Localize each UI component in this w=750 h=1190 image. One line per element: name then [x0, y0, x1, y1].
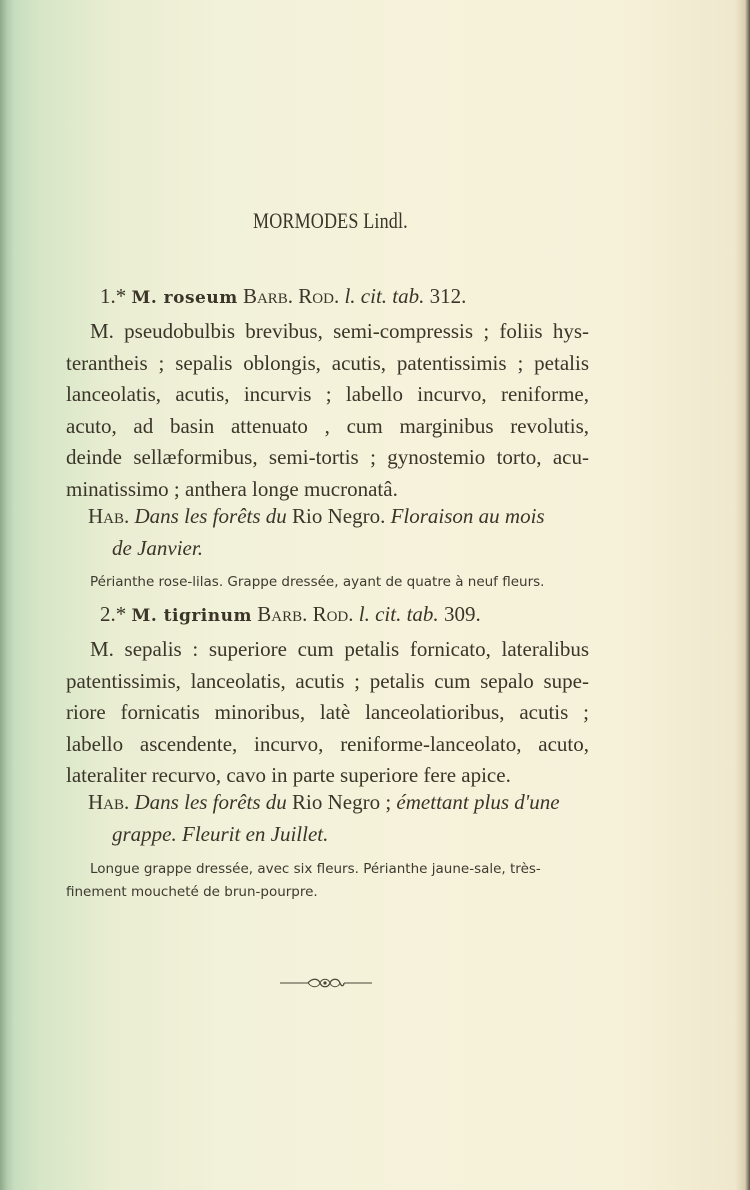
entry-2-note-line: Longue grappe dressée, avec six fleurs. Périanthe jaune-sale, très- [90, 861, 541, 877]
entry-1-description [66, 316, 589, 505]
entry-2-number: 2.* [100, 602, 127, 626]
entry-1-hab-label: Hab. [88, 504, 130, 528]
genus-heading [0, 208, 660, 234]
entry-2-name: M. tigrinum [131, 606, 252, 626]
entry-2-hab-label: Hab. [88, 790, 130, 814]
entry-1-habitat [88, 500, 588, 564]
entry-2-description-line: labello ascendente, incurvo, reniforme-lanceolato, acuto, [66, 731, 589, 756]
entry-1-author: Barb. Rod. [242, 284, 340, 308]
entry-1-header [100, 284, 466, 309]
entry-1-plate: 312. [429, 284, 467, 308]
genus-heading-text: MORMODES Lindl. [252, 208, 408, 233]
entry-2-description-line: riore fornicatis minoribus, latè lanceolatioribus, acutis ; [66, 700, 589, 724]
entry-2-hab-region: Rio Negro ; [292, 790, 392, 814]
entry-2-description-line: lateraliter recurvo, cavo in parte superiore fere apice. [66, 763, 511, 787]
entry-1-hab-flowering: Floraison au mois [390, 504, 545, 528]
entry-2-hab-flowering: émettant plus d'une [396, 790, 560, 814]
page-spine-shadow [0, 0, 14, 1190]
entry-2-habitat [88, 786, 588, 850]
entry-1-description-line: deinde sellæformibus, semi-tortis ; gynostemio torto, acu- [66, 445, 589, 469]
entry-2-note-line: finement moucheté de brun-pourpre. [66, 884, 318, 900]
entry-1-name: M. roseum [131, 288, 238, 308]
entry-2-plate: 309. [443, 602, 481, 626]
entry-2-header [100, 602, 481, 627]
entry-1-description-line: minatissimo ; anthera longe mucronatâ. [66, 476, 398, 501]
entry-1-description-line: M. pseudobulbis brevibus, semi-compressis ; foliis hys- [90, 319, 589, 343]
entry-2-note [66, 858, 590, 904]
entry-1-description-line: terantheis ; sepalis oblongis, acutis, patentissimis ; petalis [66, 350, 589, 375]
entry-2-description-line: patentissimis, lanceolatis, acutis ; petalis cum sepalo supe- [66, 668, 589, 693]
entry-2-author: Barb. Rod. [257, 602, 354, 626]
entry-1-number: 1.* [100, 284, 127, 308]
entry-1-hab-continuation: de Janvier. [112, 536, 203, 560]
entry-2-description [66, 634, 589, 792]
entry-1-reference: l. cit. tab. [344, 284, 425, 308]
entry-1-hab-region: Rio Negro. [292, 504, 386, 528]
entry-2-description-line: M. sepalis : superiore cum petalis fornicato, lateralibus [90, 637, 589, 661]
entry-2-reference: l. cit. tab. [358, 602, 439, 626]
entry-2-hab-continuation: grappe. Fleurit en Juillet. [112, 822, 329, 846]
entry-1-description-line: lanceolatis, acutis, incurvis ; labello incurvo, reniforme, [66, 382, 589, 406]
entry-1-hab-place: Dans les forêts du [134, 504, 287, 528]
entry-1-description-line: acuto, ad basin attenuato , cum marginibus revolutis, [66, 413, 589, 438]
entry-1-note: Périanthe rose-lilas. Grappe dressée, ayant de quatre à neuf fleurs. [90, 574, 545, 590]
entry-2-hab-place: Dans les forêts du [134, 790, 287, 814]
tailpiece-ornament-icon [278, 976, 374, 990]
